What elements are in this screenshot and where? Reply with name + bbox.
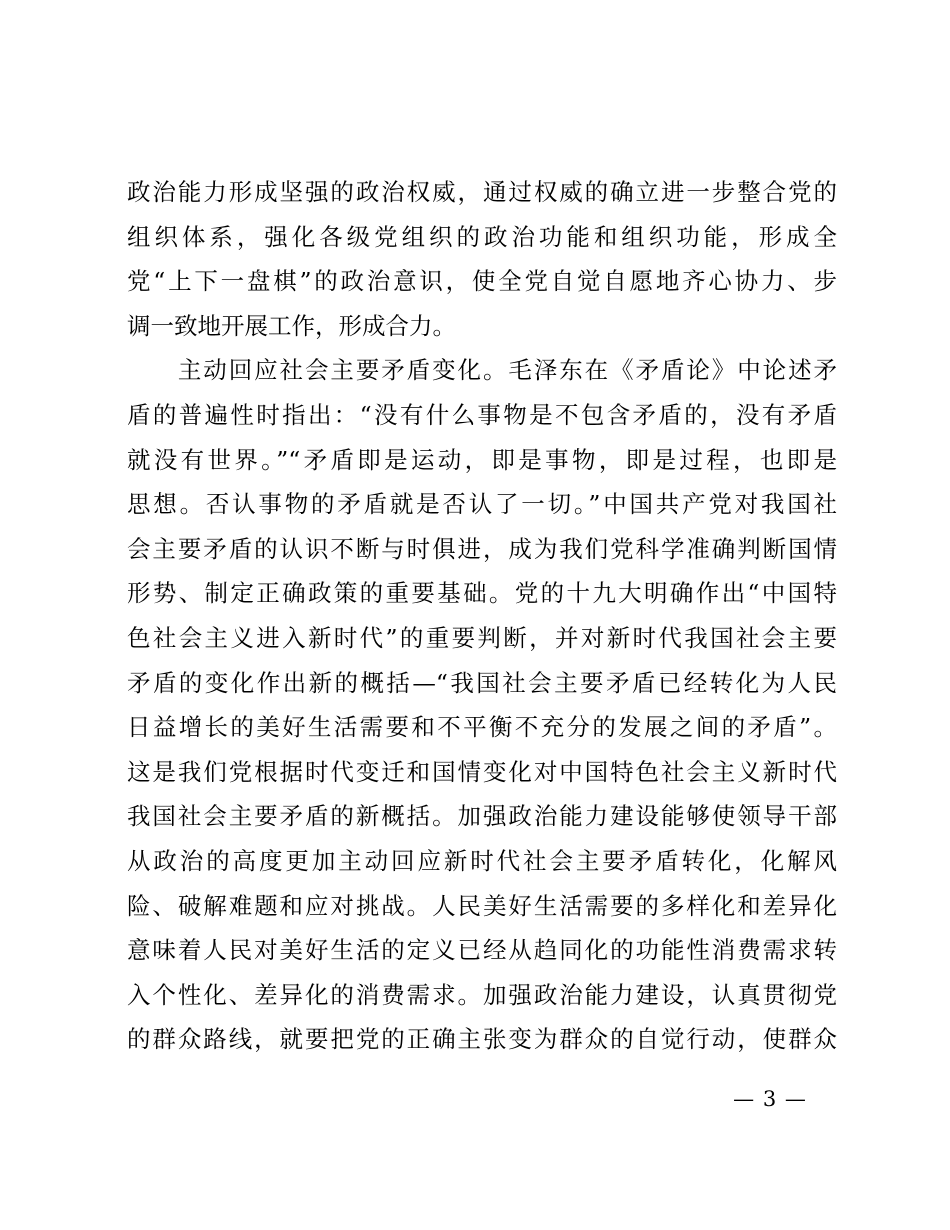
text-line: 险、破解难题和应对挑战。人民美好生活需要的多样化和差异化	[127, 891, 837, 920]
text-line: 色社会主义进入新时代”的重要判断，并对新时代我国社会主要	[127, 623, 837, 652]
text-line: 盾的普遍性时指出：“没有什么事物是不包含矛盾的，没有矛盾	[127, 400, 837, 429]
text-line: 就没有世界。”“矛盾即是运动，即是事物，即是过程，也即是	[127, 445, 837, 474]
text-line: 意味着人民对美好生活的定义已经从趋同化的功能性消费需求转	[127, 936, 837, 965]
body-text	[127, 170, 837, 1062]
page-number: — 3 —	[733, 1087, 807, 1111]
text-line: 政治能力形成坚强的政治权威，通过权威的确立进一步整合党的	[127, 178, 837, 206]
text-line: 的群众路线，就要把党的正确主张变为群众的自觉行动，使群众	[127, 1025, 837, 1054]
text-line: 组织体系，强化各级党组织的政治功能和组织功能，形成全	[127, 222, 837, 251]
text-line: 从政治的高度更加主动回应新时代社会主要矛盾转化，化解风	[127, 846, 837, 875]
text-line: 会主要矛盾的认识不断与时俱进，成为我们党科学准确判断国情	[127, 534, 837, 563]
text-line: 这是我们党根据时代变迁和国情变化对中国特色社会主义新时代	[127, 757, 837, 786]
text-line: 形势、制定正确政策的重要基础。党的十九大明确作出“中国特	[127, 579, 837, 608]
text-line: 入个性化、差异化的消费需求。加强政治能力建设，认真贯彻党	[127, 980, 837, 1009]
text-line: 日益增长的美好生活需要和不平衡不充分的发展之间的矛盾”。	[127, 713, 837, 742]
text-line: 党“上下一盘棋”的政治意识，使全党自觉自愿地齐心协力、步	[127, 267, 837, 296]
text-line: 矛盾的变化作出新的概括—“我国社会主要矛盾已经转化为人民	[127, 668, 837, 697]
text-line: 思想。否认事物的矛盾就是否认了一切。”中国共产党对我国社	[127, 490, 837, 519]
text-line: 调一致地开展工作，形成合力。	[127, 311, 456, 340]
text-line: 主动回应社会主要矛盾变化。毛泽东在《矛盾论》中论述矛	[127, 356, 837, 385]
text-line: 我国社会主要矛盾的新概括。加强政治能力建设能够使领导干部	[127, 802, 837, 831]
